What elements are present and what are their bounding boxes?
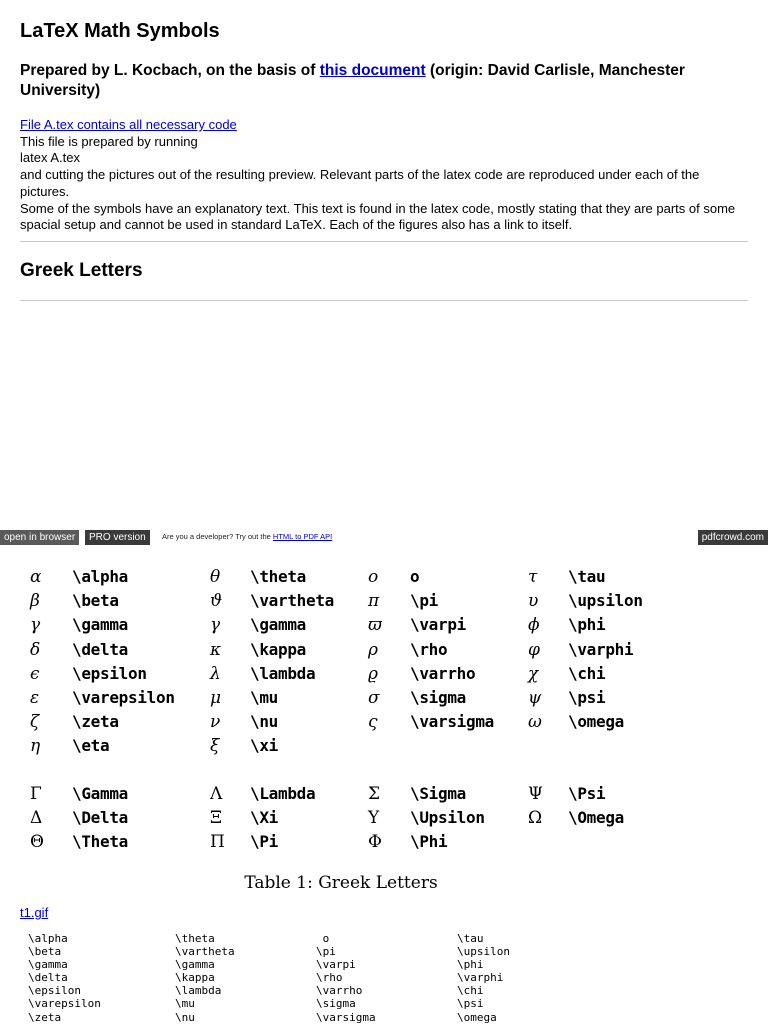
latex-command: \nu (250, 712, 278, 732)
greek-symbol: ϑ (210, 591, 223, 612)
intro-line: Some of the symbols have an explanatory text. This text is found in the latex code, mostly stating that they are parts of some spacial setup and cannot be used in standard LaTeX. Each of the figures also has a link to itself. (20, 200, 736, 233)
greek-symbol: ζ (30, 712, 40, 733)
latex-command: \epsilon (72, 663, 147, 683)
greek-symbol: υ (528, 591, 539, 612)
greek-symbol: Φ (368, 832, 382, 853)
t1-gif-link[interactable]: t1.gif (20, 905, 49, 920)
greek-symbol: Λ (210, 784, 223, 804)
greek-symbol: Δ (30, 808, 43, 829)
latex-command: \chi (568, 663, 606, 683)
greek-symbol: ρ (368, 639, 378, 660)
latex-command: \tau (568, 567, 606, 586)
greek-symbol: ϕ (528, 615, 540, 636)
greek-symbol: Υ (368, 808, 380, 829)
latex-command: o (410, 567, 420, 586)
latex-command: \rho (410, 639, 448, 659)
latex-command: \Psi (568, 784, 606, 803)
this-document-link[interactable]: this document (319, 62, 426, 79)
greek-symbol: ϵ (30, 663, 40, 684)
subtitle-text-before: Prepared by L. Kocbach, on the basis of (20, 62, 320, 79)
code-column: o \pi \varpi \rho \varrho \sigma \varsigma (316, 932, 376, 1024)
latex-command: \alpha (72, 567, 128, 586)
page-title: LaTeX Math Symbols (20, 20, 220, 42)
latex-command: \zeta (72, 712, 119, 732)
greek-symbol: θ (210, 567, 221, 587)
greek-symbol: Θ (30, 832, 44, 853)
greek-symbol: δ (30, 639, 41, 660)
greek-symbol: Π (210, 832, 225, 853)
greek-symbol: Ω (528, 808, 543, 829)
latex-command: \Xi (250, 808, 278, 828)
latex-command: \psi (568, 688, 606, 707)
latex-command: \upsilon (568, 591, 643, 611)
latex-command: \phi (568, 615, 606, 635)
greek-symbol: o (368, 567, 379, 587)
latex-command: \gamma (250, 615, 306, 635)
pdfcrowd-toolbar (0, 530, 768, 545)
greek-symbol: ε (30, 688, 40, 708)
developer-promo-text: Are you a developer? Try out the (162, 532, 273, 541)
greek-symbol: π (368, 591, 380, 612)
pdfcrowd-brand-link[interactable]: pdfcrowd.com (698, 530, 768, 545)
latex-command: \kappa (250, 639, 306, 659)
latex-command: \Lambda (250, 784, 316, 803)
subtitle-text-after: (origin: David Carlisle, Manchester University) (20, 62, 685, 99)
greek-symbol: ϖ (368, 615, 382, 636)
latex-command: \lambda (250, 663, 316, 683)
latex-command: \varrho (410, 663, 476, 683)
latex-command: \beta (72, 591, 119, 611)
greek-symbol: σ (368, 688, 380, 708)
latex-command: \varpi (410, 615, 466, 635)
latex-command: \Sigma (410, 784, 466, 803)
latex-command: \Phi (410, 832, 448, 852)
code-column: \alpha \beta \gamma \delta \epsilon \varepsilon \zeta (28, 932, 101, 1024)
greek-symbol: Ξ (210, 808, 222, 829)
greek-symbol: Σ (368, 784, 381, 804)
greek-symbol: α (30, 567, 42, 587)
latex-command: \varphi (568, 639, 634, 659)
latex-command: \Upsilon (410, 808, 485, 828)
page-subtitle (20, 61, 720, 101)
greek-symbol: ϱ (368, 663, 378, 684)
latex-command: \vartheta (250, 591, 334, 611)
greek-symbol: γ (210, 615, 221, 636)
intro-line: This file is prepared by running (20, 133, 198, 149)
latex-command: \varsigma (410, 712, 494, 732)
latex-command: \Gamma (72, 784, 128, 803)
open-in-browser-button[interactable]: open in browser (0, 530, 79, 545)
greek-symbol: ς (368, 712, 378, 733)
greek-symbol: ξ (210, 736, 220, 757)
code-column: \tau \upsilon \phi \varphi \chi \psi \omega (457, 932, 510, 1024)
pro-version-button[interactable]: PRO version (85, 530, 150, 545)
divider (20, 241, 748, 242)
greek-symbol: ω (528, 712, 542, 733)
greek-symbol: ψ (528, 688, 542, 708)
intro-line: latex A.tex (20, 150, 80, 166)
latex-command: \varepsilon (72, 688, 175, 707)
html-to-pdf-api-link[interactable]: HTML to PDF API (272, 532, 333, 541)
latex-command: \Theta (72, 832, 128, 852)
latex-command: \delta (72, 639, 128, 659)
greek-symbol: τ (528, 567, 538, 587)
greek-symbol: μ (210, 688, 222, 708)
latex-command: \Delta (72, 808, 128, 828)
intro-line: and cutting the pictures out of the resulting preview. Relevant parts of the latex code are reproduced under each of the pictures. (20, 167, 700, 199)
latex-command: \xi (250, 736, 278, 756)
greek-symbol: κ (210, 639, 222, 660)
latex-command: \gamma (72, 615, 128, 635)
greek-symbol: Γ (30, 784, 42, 804)
developer-promo (162, 532, 332, 541)
greek-symbol: β (30, 591, 40, 612)
latex-command: \sigma (410, 688, 466, 707)
latex-command: \pi (410, 591, 438, 611)
latex-command: \mu (250, 688, 278, 707)
divider (20, 300, 748, 301)
table-caption: Table 1: Greek Letters (244, 873, 438, 893)
latex-command: \Omega (568, 808, 624, 828)
intro-block (20, 117, 748, 234)
latex-command: \theta (250, 567, 306, 586)
code-column: \theta \vartheta \gamma \kappa \lambda \mu \nu (175, 932, 235, 1024)
greek-letters-table-image (0, 565, 768, 855)
latex-command: \eta (72, 736, 110, 756)
greek-symbol: λ (210, 663, 221, 684)
file-a-tex-link[interactable]: File A.tex contains all necessary code (20, 117, 237, 132)
greek-symbol: ν (210, 712, 221, 733)
section-title-greek-letters: Greek Letters (20, 260, 143, 281)
greek-symbol: χ (528, 663, 539, 684)
latex-command: \Pi (250, 832, 278, 852)
greek-symbol: φ (528, 639, 540, 660)
greek-symbol: Ψ (528, 784, 543, 804)
greek-symbol: η (30, 736, 41, 757)
greek-symbol: γ (30, 615, 41, 636)
latex-command: \omega (568, 712, 624, 732)
